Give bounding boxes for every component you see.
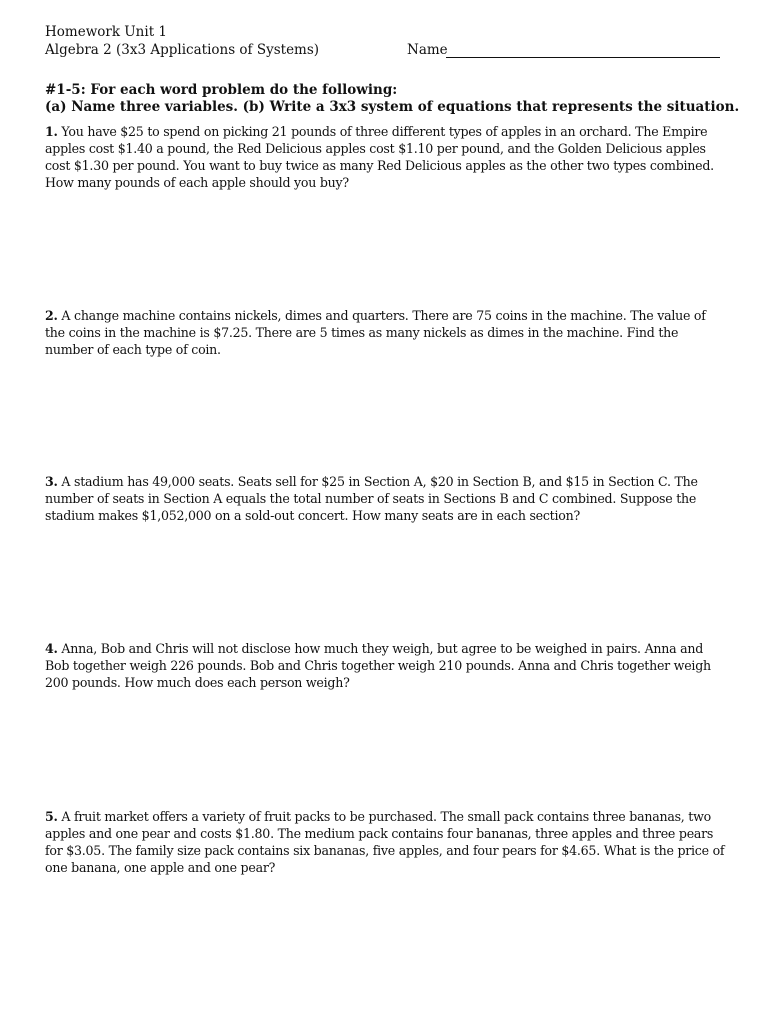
problem-4	[45, 640, 727, 691]
problem-number: 3.	[45, 474, 58, 489]
problem-text: A stadium has 49,000 seats. Seats sell for $25 in Section A, $20 in Section B, and $15 in Section C. The number of seats in Section A equals the total number of seats in Sections B and C combined. Suppose the stadium makes $1,052,000 on a sold-out concert. How many seats are in each section?	[45, 474, 698, 523]
course-subtitle: Algebra 2 (3x3 Applications of Systems)	[45, 42, 320, 58]
problem-text: You have $25 to spend on picking 21 pounds of three different types of apples in an orchard. The Empire apples cost $1.40 a pound, the Red Delicious apples cost $1.10 per pound, and the Golden Delicious apples cost $1.30 per pound. You want to buy twice as many Red Delicious apples as the other two types combined. How many pounds of each apple should you buy?	[45, 124, 714, 190]
problem-5	[45, 808, 727, 876]
problem-number: 2.	[45, 308, 58, 323]
name-label: Name	[407, 42, 448, 58]
problem-text: Anna, Bob and Chris will not disclose how much they weigh, but agree to be weighed in pairs. Anna and Bob together weigh 226 pounds. Bob and Chris together weigh 210 pounds. Anna and Chris together weigh 200 pounds. How much does each person weigh?	[45, 641, 711, 690]
name-blank-line	[446, 57, 720, 58]
problem-text: A change machine contains nickels, dimes and quarters. There are 75 coins in the machine. The value of the coins in the machine is $7.25. There are 5 times as many nickels as dimes in the machine. Find the number of each type of coin.	[45, 308, 706, 357]
instructions-line-1: #1-5: For each word problem do the following:	[45, 82, 398, 98]
problem-1	[45, 123, 727, 191]
problem-number: 5.	[45, 809, 58, 824]
problem-2	[45, 307, 727, 358]
instructions-line-2: (a) Name three variables. (b) Write a 3x3 system of equations that represents the situation.	[45, 99, 740, 115]
problem-number: 1.	[45, 124, 58, 139]
problem-3	[45, 473, 727, 524]
worksheet-title: Homework Unit 1	[45, 24, 167, 40]
problem-number: 4.	[45, 641, 58, 656]
problem-text: A fruit market offers a variety of fruit packs to be purchased. The small pack contains three bananas, two apples and one pear and costs $1.80. The medium pack contains four bananas, three apples and three pears for $3.05. The family size pack contains six bananas, five apples, and four pears for $4.65. What is the price of one banana, one apple and one pear?	[45, 809, 725, 875]
